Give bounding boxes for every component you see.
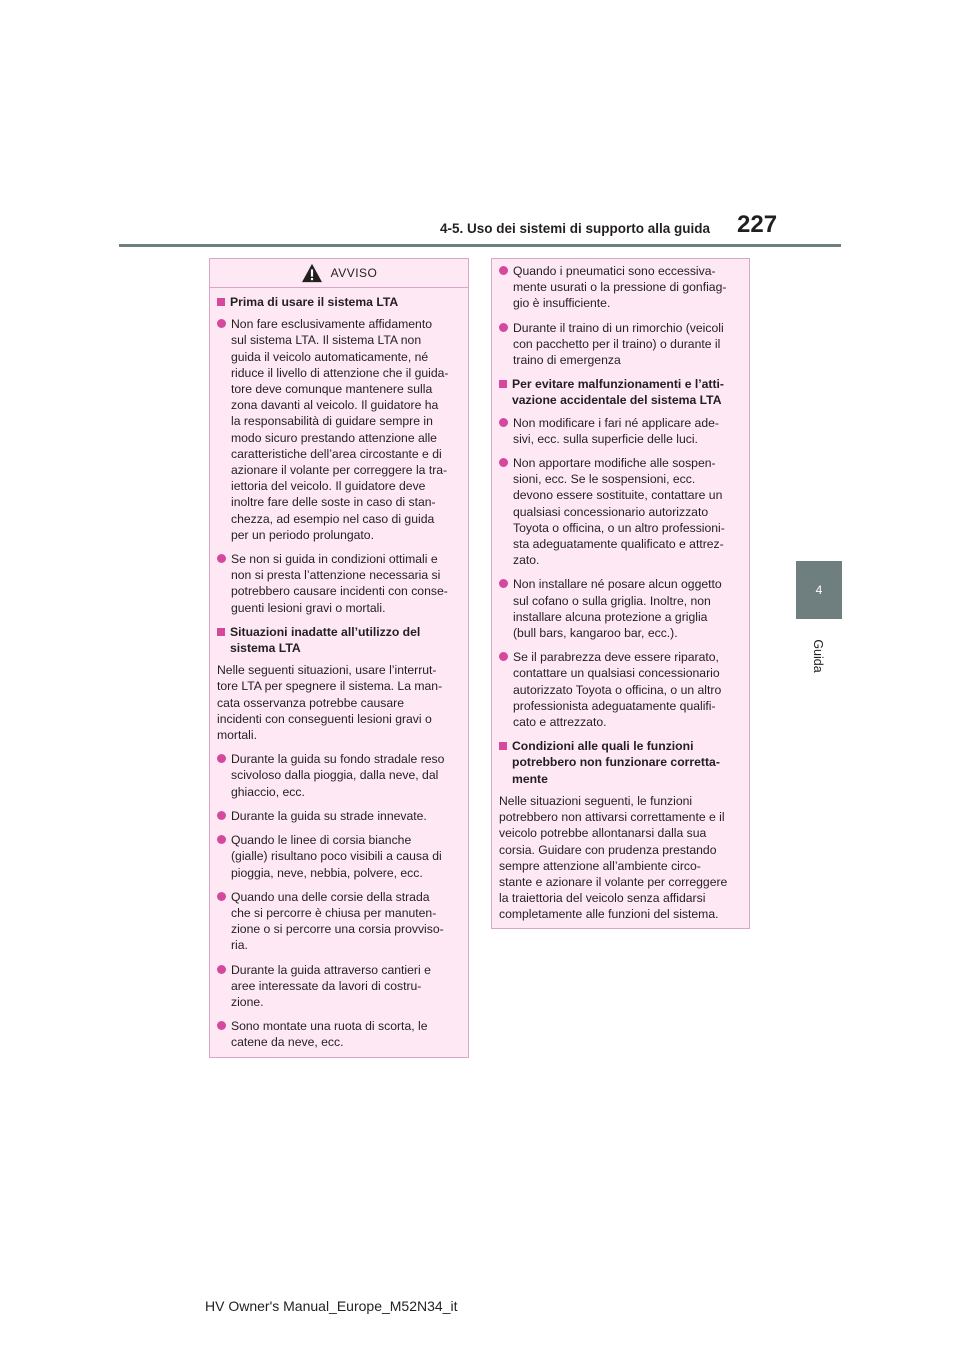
item-text: Non fare esclusivamente affidamento sul sistema LTA. Il sistema LTA non guida il veicolo automaticamente, né riduce il livello di attenzione che il guida- tore deve comunque mantenere sulla zona davanti al veicolo. Il guidatore ha la responsabilità di guidare sempre in modo sicuro prestando attenzione alle caratteristiche dell’area circostante e di azionare il volante per correggere la tra- iettoria del veicolo. Il guidatore deve inoltre fare delle soste in caso di stan- chezza, ad esempio nel caso di guida per un periodo prolungato. — [231, 317, 449, 542]
bullet-item — [217, 889, 462, 954]
item-text: Quando le linee di corsia bianche (gialle) risultano poco visibili a causa di pioggia, neve, nebbia, polvere, ecc. — [231, 833, 442, 880]
warning-box-right — [491, 258, 750, 929]
item-text: Durante il traino di un rimorchio (veicoli con pacchetto per il traino) o durante il traino di emergenza — [513, 320, 724, 368]
paragraph — [217, 662, 462, 743]
warning-content-left — [210, 294, 468, 1051]
section-heading — [499, 738, 743, 787]
section-heading — [499, 376, 743, 408]
footer-manual-id: HV Owner's Manual_Europe_M52N34_it — [205, 1298, 458, 1314]
bullet-item — [217, 551, 462, 616]
chapter-number: 4 — [815, 583, 823, 597]
warning-content-right — [492, 259, 749, 923]
bullet-item — [217, 962, 462, 1011]
bullet-item — [217, 832, 462, 881]
square-bullet-icon — [217, 628, 225, 636]
item-text: Sono montate una ruota di scorta, le catene da neve, ecc. — [231, 1019, 428, 1050]
item-text: Non apportare modifiche alle sospen- sioni, ecc. Se le sospensioni, ecc. devono essere sostituite, contattare un qualsiasi concessionario autorizzato Toyota o officina, o un altro professioni- sta adeguatamente qualificato e attrez- zato. — [513, 456, 725, 568]
item-text: Durante la guida attraverso cantieri e aree interessate da lavori di costru- zione. — [231, 962, 431, 1009]
circle-bullet-icon — [217, 754, 226, 763]
item-text: Nelle seguenti situazioni, usare l’interrut- tore LTA per spegnere il sistema. La man- cata osservanza potrebbe causare incidenti con conseguenti lesioni gravi o mortali. — [217, 663, 443, 743]
warning-triangle-icon — [301, 263, 323, 283]
circle-bullet-icon — [217, 965, 226, 974]
bullet-item — [499, 576, 743, 641]
item-text: Durante la guida su strade innevate. — [231, 808, 427, 823]
item-text: Quando una delle corsie della strada che si percorre è chiusa per manuten- zione o si percorre una corsia provviso- ria. — [231, 889, 444, 953]
item-text: Non installare né posare alcun oggetto sul cofano o sulla griglia. Inoltre, non installare alcuna protezione a griglia (bull bars, kangaroo bar, ecc.). — [513, 577, 722, 641]
circle-bullet-icon — [217, 554, 226, 563]
circle-bullet-icon — [499, 652, 508, 661]
bullet-item — [499, 415, 743, 447]
circle-bullet-icon — [499, 323, 508, 332]
warning-box-left — [209, 258, 469, 1058]
item-text: Condizioni alle quali le funzioni potrebbero non funzionare corretta- mente — [512, 739, 720, 786]
bullet-item — [499, 455, 743, 568]
square-bullet-icon — [217, 298, 225, 306]
circle-bullet-icon — [217, 319, 226, 328]
circle-bullet-icon — [499, 458, 508, 467]
bullet-item — [499, 320, 743, 369]
header-rule — [119, 244, 841, 247]
square-bullet-icon — [499, 742, 507, 750]
warning-header — [210, 259, 468, 288]
bullet-item — [499, 263, 743, 312]
chapter-label: Guida — [811, 639, 825, 673]
warning-title: AVVISO — [330, 266, 378, 280]
circle-bullet-icon — [499, 266, 508, 275]
circle-bullet-icon — [217, 811, 226, 820]
item-text: Se il parabrezza deve essere riparato, contattare un qualsiasi concessionario autorizzato Toyota o officina, o un altro professionista adeguatamente qualifi- cato e attrezzato. — [513, 650, 722, 730]
section-heading — [217, 294, 462, 310]
bullet-item — [499, 649, 743, 730]
circle-bullet-icon — [217, 892, 226, 901]
section-title: 4-5. Uso dei sistemi di supporto alla guida — [440, 221, 711, 236]
bullet-item — [217, 316, 462, 543]
page-number: 227 — [737, 211, 778, 238]
item-text: Quando i pneumatici sono eccessiva- mente usurati o la pressione di gonfiag- gio è insufficiente. — [513, 264, 727, 311]
circle-bullet-icon — [499, 418, 508, 427]
item-text: Prima di usare il sistema LTA — [230, 295, 399, 309]
bullet-item — [217, 751, 462, 800]
item-text: Per evitare malfunzionamenti e l’atti- vazione accidentale del sistema LTA — [512, 377, 724, 408]
item-text: Situazioni inadatte all’utilizzo del sistema LTA — [230, 624, 421, 656]
item-text: Non modificare i fari né applicare ade- sivi, ecc. sulla superficie delle luci. — [513, 415, 719, 446]
square-bullet-icon — [499, 380, 507, 388]
circle-bullet-icon — [217, 1021, 226, 1030]
item-text: Se non si guida in condizioni ottimali e non si presta l’attenzione necessaria si potrebbero causare incidenti con conse- guenti lesioni gravi o mortali. — [231, 552, 448, 615]
section-heading — [217, 624, 462, 656]
item-text: Durante la guida su fondo stradale reso scivoloso dalla pioggia, dalla neve, dal ghiaccio, ecc. — [231, 752, 445, 799]
circle-bullet-icon — [217, 835, 226, 844]
bullet-item — [217, 808, 462, 824]
bullet-item — [217, 1018, 462, 1050]
paragraph — [499, 793, 743, 923]
chapter-tab — [796, 561, 842, 619]
item-text: Nelle situazioni seguenti, le funzioni potrebbero non attivarsi correttamente e il veicolo potrebbe allontanarsi dalla sua corsia. Guidare con prudenza prestando sempre attenzione all’ambiente circo- stante e azionare il volante per correggere la traiettoria del veicolo senza affidarsi completamente alle funzioni del sistema. — [499, 793, 728, 922]
circle-bullet-icon — [499, 579, 508, 588]
